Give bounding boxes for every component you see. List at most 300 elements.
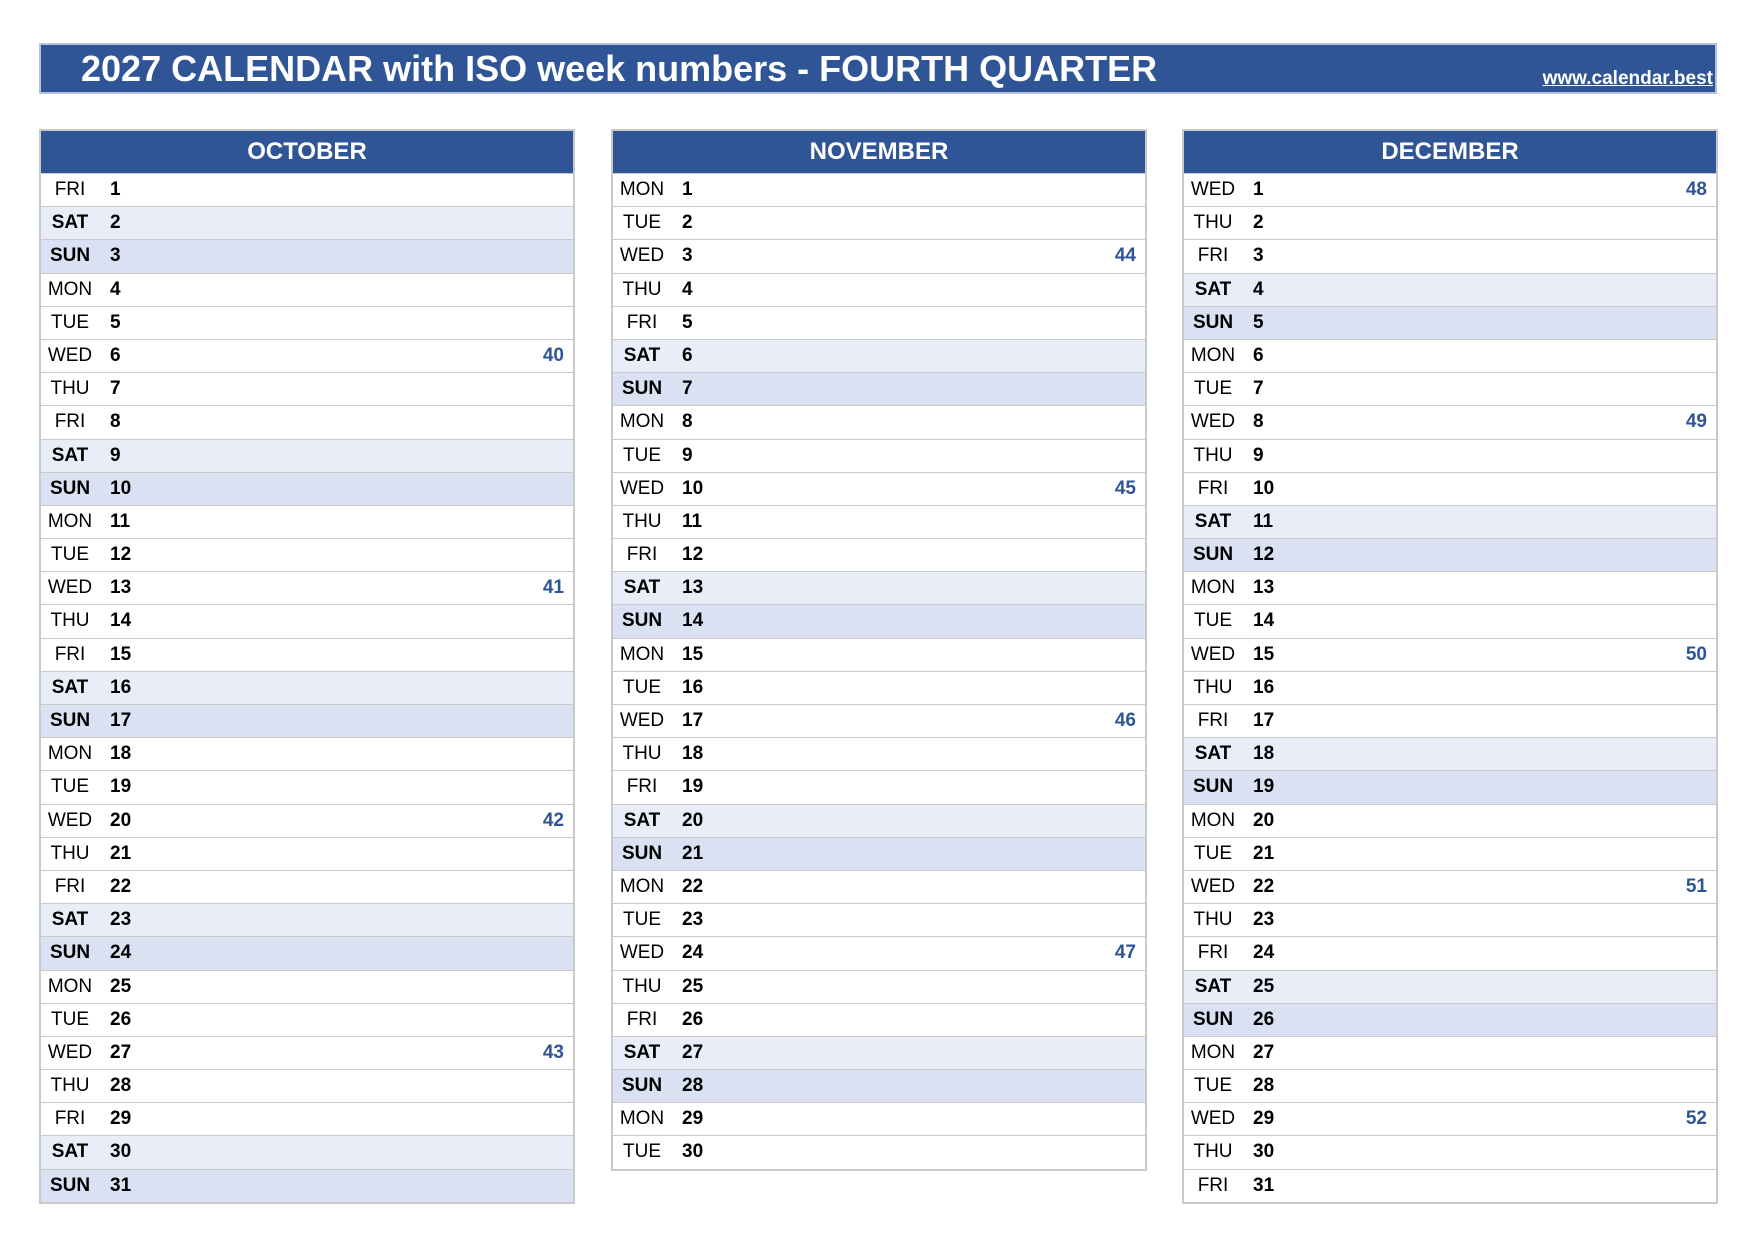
day-row [1184, 1069, 1716, 1102]
day-row [1184, 1135, 1716, 1168]
day-number: 4 [682, 278, 693, 300]
day-row [613, 1069, 1145, 1102]
day-number: 7 [110, 378, 121, 400]
day-row [613, 1003, 1145, 1036]
day-of-week: WED [47, 344, 93, 366]
day-number: 4 [110, 278, 121, 300]
day-row [613, 505, 1145, 538]
day-number: 3 [110, 245, 121, 267]
day-number: 7 [1253, 378, 1264, 400]
day-of-week: THU [50, 378, 90, 400]
day-number: 16 [1253, 676, 1275, 698]
day-row [41, 936, 573, 969]
day-of-week: WED [1190, 179, 1236, 200]
day-number: 12 [682, 544, 704, 566]
day-number: 18 [682, 743, 704, 765]
day-row [1184, 1102, 1716, 1135]
day-of-week: SAT [623, 809, 661, 831]
day-row [613, 273, 1145, 306]
day-number: 15 [110, 643, 132, 665]
day-of-week: MON [619, 411, 665, 433]
day-of-week: THU [1193, 909, 1233, 931]
day-row [41, 273, 573, 306]
day-number: 27 [682, 1041, 704, 1063]
day-of-week: TUE [623, 444, 661, 466]
day-of-week: SUN [1192, 311, 1234, 333]
day-number: 24 [1253, 942, 1275, 964]
day-number: 9 [1253, 444, 1264, 466]
day-of-week: THU [622, 510, 662, 532]
month-header: NOVEMBER [613, 131, 1145, 173]
day-row [613, 903, 1145, 936]
title-banner [39, 43, 1717, 94]
day-of-week: THU [622, 975, 662, 997]
day-row [41, 1003, 573, 1036]
iso-week-number: 44 [1114, 245, 1136, 267]
day-number: 15 [1253, 643, 1275, 665]
day-of-week: THU [622, 743, 662, 765]
day-list [1184, 173, 1716, 1202]
day-of-week: WED [1190, 1108, 1236, 1130]
day-row [41, 1036, 573, 1069]
day-number: 9 [682, 444, 693, 466]
day-number: 18 [110, 743, 132, 765]
day-of-week: SUN [49, 1174, 91, 1196]
day-row [41, 737, 573, 770]
day-row [613, 173, 1145, 206]
iso-week-number: 51 [1685, 875, 1707, 897]
day-of-week: SUN [49, 942, 91, 964]
day-number: 22 [110, 875, 132, 897]
day-of-week: FRI [54, 411, 86, 433]
day-row [613, 704, 1145, 737]
iso-week-number: 41 [542, 577, 564, 599]
day-of-week: TUE [51, 311, 89, 333]
day-row [1184, 936, 1716, 969]
day-of-week: SAT [623, 577, 661, 599]
day-row [41, 472, 573, 505]
day-of-week: THU [1193, 212, 1233, 234]
day-number: 28 [110, 1075, 132, 1097]
day-row [613, 638, 1145, 671]
day-of-week: THU [50, 842, 90, 864]
day-number: 31 [1253, 1174, 1275, 1196]
day-number: 16 [682, 676, 704, 698]
day-row [613, 936, 1145, 969]
day-row [1184, 671, 1716, 704]
day-number: 17 [682, 710, 704, 731]
day-number: 26 [110, 1008, 132, 1030]
day-number: 27 [110, 1041, 132, 1063]
day-number: 10 [110, 477, 132, 499]
day-of-week: SAT [1194, 278, 1232, 300]
day-of-week: THU [1193, 676, 1233, 698]
day-number: 23 [682, 909, 704, 931]
day-number: 25 [682, 975, 704, 997]
day-row [1184, 339, 1716, 372]
day-number: 24 [110, 942, 132, 964]
day-number: 24 [682, 942, 704, 964]
day-of-week: THU [50, 610, 90, 632]
day-of-week: FRI [1197, 477, 1229, 499]
iso-week-number: 40 [542, 344, 564, 366]
day-row [1184, 173, 1716, 206]
day-number: 2 [1253, 212, 1264, 234]
day-row [613, 472, 1145, 505]
day-row [1184, 1003, 1716, 1036]
day-number: 6 [110, 344, 121, 366]
day-of-week: SUN [49, 477, 91, 499]
day-of-week: TUE [623, 1141, 661, 1163]
day-number: 23 [110, 909, 132, 931]
month-header: OCTOBER [41, 131, 573, 173]
day-row [41, 339, 573, 372]
day-row [1184, 1169, 1716, 1202]
day-of-week: WED [47, 809, 93, 831]
day-row [1184, 704, 1716, 737]
day-number: 19 [682, 776, 704, 798]
day-number: 1 [110, 179, 121, 200]
day-of-week: MON [619, 875, 665, 897]
day-of-week: FRI [1197, 1174, 1229, 1196]
iso-week-number: 48 [1685, 179, 1707, 200]
day-row [41, 671, 573, 704]
iso-week-number: 49 [1685, 411, 1707, 433]
day-number: 12 [110, 544, 132, 566]
day-number: 21 [1253, 842, 1275, 864]
day-of-week: SAT [623, 1041, 661, 1063]
iso-week-number: 46 [1114, 710, 1136, 731]
day-row [613, 1036, 1145, 1069]
day-number: 6 [682, 344, 693, 366]
day-of-week: WED [619, 477, 665, 499]
day-row [41, 903, 573, 936]
day-number: 5 [110, 311, 121, 333]
day-of-week: MON [1190, 809, 1236, 831]
iso-week-number: 47 [1114, 942, 1136, 964]
day-row [1184, 737, 1716, 770]
day-of-week: TUE [1194, 842, 1232, 864]
month-november [611, 129, 1147, 1171]
day-of-week: MON [619, 179, 665, 200]
month-header: DECEMBER [1184, 131, 1716, 173]
day-of-week: FRI [54, 875, 86, 897]
day-number: 11 [1253, 510, 1274, 532]
day-row [41, 1169, 573, 1202]
day-row [41, 837, 573, 870]
day-of-week: FRI [1197, 245, 1229, 267]
day-of-week: SAT [51, 212, 89, 234]
day-number: 2 [682, 212, 693, 234]
day-of-week: THU [50, 1075, 90, 1097]
day-row [41, 439, 573, 472]
day-number: 1 [1253, 179, 1264, 200]
day-of-week: SUN [1192, 1008, 1234, 1030]
day-number: 8 [110, 411, 121, 433]
day-number: 17 [110, 710, 132, 731]
day-row [613, 1135, 1145, 1168]
day-of-week: WED [1190, 875, 1236, 897]
day-of-week: THU [622, 278, 662, 300]
day-number: 20 [110, 809, 132, 831]
day-row [613, 770, 1145, 803]
day-row [1184, 903, 1716, 936]
day-row [41, 571, 573, 604]
day-number: 20 [682, 809, 704, 831]
day-of-week: TUE [623, 212, 661, 234]
day-number: 4 [1253, 278, 1264, 300]
day-list [613, 173, 1145, 1169]
day-number: 21 [110, 842, 132, 864]
day-of-week: MON [1190, 1041, 1236, 1063]
day-number: 28 [682, 1075, 704, 1097]
day-number: 25 [110, 975, 132, 997]
day-row [613, 1102, 1145, 1135]
day-row [1184, 870, 1716, 903]
day-number: 3 [1253, 245, 1264, 267]
day-row [41, 804, 573, 837]
day-row [613, 439, 1145, 472]
day-number: 27 [1253, 1041, 1275, 1063]
day-number: 11 [110, 510, 131, 532]
day-row [1184, 538, 1716, 571]
day-number: 19 [110, 776, 132, 798]
day-row [41, 538, 573, 571]
day-row [1184, 604, 1716, 637]
day-row [613, 970, 1145, 1003]
day-of-week: WED [619, 710, 665, 731]
day-of-week: TUE [51, 776, 89, 798]
day-row [41, 505, 573, 538]
day-of-week: THU [1193, 1141, 1233, 1163]
day-row [41, 604, 573, 637]
day-number: 8 [682, 411, 693, 433]
day-number: 28 [1253, 1075, 1275, 1097]
day-row [41, 1102, 573, 1135]
day-of-week: WED [1190, 643, 1236, 665]
day-row [613, 538, 1145, 571]
day-number: 16 [110, 676, 132, 698]
day-row [1184, 239, 1716, 272]
day-number: 30 [682, 1141, 704, 1163]
day-of-week: THU [1193, 444, 1233, 466]
month-october [39, 129, 575, 1204]
iso-week-number: 50 [1685, 643, 1707, 665]
day-number: 22 [682, 875, 704, 897]
day-number: 10 [1253, 477, 1275, 499]
day-of-week: SAT [623, 344, 661, 366]
day-number: 29 [1253, 1108, 1275, 1130]
day-row [41, 405, 573, 438]
day-number: 26 [1253, 1008, 1275, 1030]
day-row [41, 239, 573, 272]
day-of-week: SUN [621, 1075, 663, 1097]
day-number: 6 [1253, 344, 1264, 366]
day-of-week: TUE [623, 909, 661, 931]
day-of-week: SAT [1194, 975, 1232, 997]
day-number: 20 [1253, 809, 1275, 831]
day-row [613, 837, 1145, 870]
day-row [41, 1069, 573, 1102]
day-of-week: SUN [621, 842, 663, 864]
day-number: 11 [682, 510, 703, 532]
day-row [1184, 804, 1716, 837]
day-number: 31 [110, 1174, 132, 1196]
day-row [41, 372, 573, 405]
day-row [1184, 206, 1716, 239]
day-row [1184, 372, 1716, 405]
day-number: 5 [682, 311, 693, 333]
day-row [41, 870, 573, 903]
day-number: 18 [1253, 743, 1275, 765]
day-row [613, 206, 1145, 239]
day-of-week: FRI [54, 1108, 86, 1130]
day-row [613, 737, 1145, 770]
day-number: 22 [1253, 875, 1275, 897]
day-of-week: MON [1190, 577, 1236, 599]
day-of-week: TUE [51, 544, 89, 566]
day-of-week: FRI [54, 179, 86, 200]
day-number: 21 [682, 842, 704, 864]
day-row [41, 1135, 573, 1168]
day-number: 2 [110, 212, 121, 234]
day-number: 8 [1253, 411, 1264, 433]
day-of-week: FRI [1197, 942, 1229, 964]
day-row [613, 804, 1145, 837]
day-row [41, 704, 573, 737]
day-of-week: WED [619, 942, 665, 964]
day-list [41, 173, 573, 1202]
day-row [613, 372, 1145, 405]
day-of-week: MON [47, 743, 93, 765]
month-december [1182, 129, 1718, 1204]
day-number: 5 [1253, 311, 1264, 333]
day-number: 26 [682, 1008, 704, 1030]
day-row [613, 604, 1145, 637]
day-of-week: TUE [1194, 610, 1232, 632]
day-row [1184, 770, 1716, 803]
page-title: 2027 CALENDAR with ISO week numbers - FOURTH QUARTER [81, 48, 1158, 89]
day-number: 13 [682, 577, 704, 599]
day-row [613, 571, 1145, 604]
day-number: 13 [1253, 577, 1275, 599]
day-of-week: FRI [54, 643, 86, 665]
day-number: 3 [682, 245, 693, 267]
day-of-week: SUN [1192, 776, 1234, 798]
day-of-week: TUE [1194, 1075, 1232, 1097]
day-number: 29 [110, 1108, 132, 1130]
day-number: 12 [1253, 544, 1275, 566]
day-row [1184, 306, 1716, 339]
day-row [41, 970, 573, 1003]
iso-week-number: 52 [1685, 1108, 1707, 1130]
day-number: 30 [1253, 1141, 1275, 1163]
day-number: 19 [1253, 776, 1275, 798]
day-of-week: FRI [626, 544, 658, 566]
day-of-week: FRI [1197, 710, 1229, 731]
day-row [1184, 472, 1716, 505]
day-number: 7 [682, 378, 693, 400]
day-row [1184, 273, 1716, 306]
day-row [1184, 405, 1716, 438]
day-of-week: MON [47, 278, 93, 300]
day-of-week: WED [47, 577, 93, 599]
day-of-week: FRI [626, 1008, 658, 1030]
day-row [1184, 970, 1716, 1003]
day-of-week: MON [47, 975, 93, 997]
day-row [1184, 638, 1716, 671]
day-number: 25 [1253, 975, 1275, 997]
day-row [41, 638, 573, 671]
day-of-week: SUN [1192, 544, 1234, 566]
day-of-week: TUE [51, 1008, 89, 1030]
day-row [41, 306, 573, 339]
day-of-week: TUE [1194, 378, 1232, 400]
day-number: 1 [682, 179, 693, 200]
iso-week-number: 43 [542, 1041, 564, 1063]
day-of-week: SUN [621, 378, 663, 400]
day-number: 29 [682, 1108, 704, 1130]
day-row [41, 173, 573, 206]
day-row [41, 770, 573, 803]
day-row [613, 405, 1145, 438]
day-of-week: WED [619, 245, 665, 267]
day-of-week: SAT [51, 909, 89, 931]
day-of-week: SUN [621, 610, 663, 632]
day-row [1184, 571, 1716, 604]
day-row [613, 306, 1145, 339]
day-of-week: SAT [1194, 743, 1232, 765]
day-of-week: SUN [49, 710, 91, 731]
day-of-week: FRI [626, 776, 658, 798]
day-row [1184, 1036, 1716, 1069]
day-of-week: MON [1190, 344, 1236, 366]
day-of-week: FRI [626, 311, 658, 333]
day-of-week: SAT [1194, 510, 1232, 532]
day-row [613, 870, 1145, 903]
day-row [613, 239, 1145, 272]
day-number: 10 [682, 477, 704, 499]
day-of-week: MON [619, 1108, 665, 1130]
day-row [613, 671, 1145, 704]
iso-week-number: 45 [1114, 477, 1136, 499]
day-number: 15 [682, 643, 704, 665]
day-number: 14 [1253, 610, 1275, 632]
day-row [613, 339, 1145, 372]
day-number: 23 [1253, 909, 1275, 931]
day-number: 17 [1253, 710, 1275, 731]
day-number: 14 [682, 610, 704, 632]
day-of-week: SAT [51, 676, 89, 698]
day-of-week: WED [1190, 411, 1236, 433]
day-of-week: SAT [51, 1141, 89, 1163]
iso-week-number: 42 [542, 809, 564, 831]
day-of-week: TUE [623, 676, 661, 698]
day-of-week: SUN [49, 245, 91, 267]
day-number: 30 [110, 1141, 132, 1163]
day-row [1184, 505, 1716, 538]
day-of-week: MON [619, 643, 665, 665]
day-row [1184, 837, 1716, 870]
day-number: 14 [110, 610, 132, 632]
day-row [1184, 439, 1716, 472]
day-row [41, 206, 573, 239]
day-of-week: SAT [51, 444, 89, 466]
day-number: 9 [110, 444, 121, 466]
day-of-week: WED [47, 1041, 93, 1063]
day-of-week: MON [47, 510, 93, 532]
website-link[interactable]: www.calendar.best [1542, 68, 1713, 89]
